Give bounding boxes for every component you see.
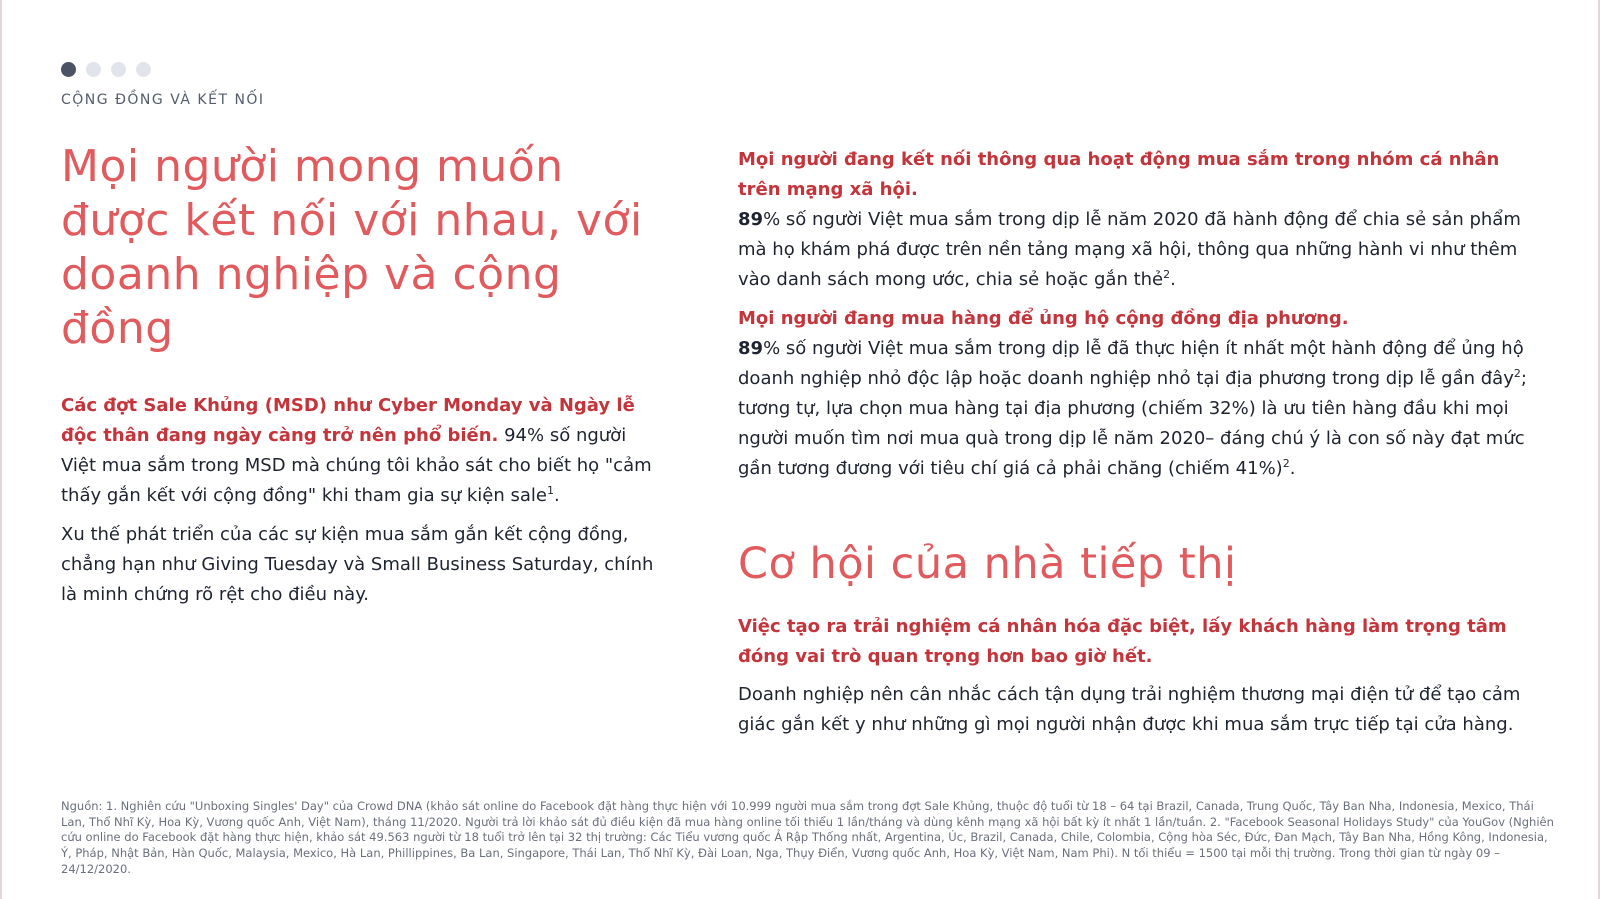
local-stat-text-1: % số người Việt mua sắm trong dịp lễ đã thực hiện ít nhất một hành động để ủng hộ doanh nghiệp nhỏ độc lập hoặc doanh nghiệp nhỏ tại địa phương trong dịp lễ gần đây (738, 338, 1524, 389)
pagination-dot-2[interactable] (86, 62, 101, 77)
pagination-dot-1[interactable] (61, 62, 76, 77)
social-stat-number: 89 (738, 209, 764, 230)
social-heading: Mọi người đang kết nối thông qua hoạt động mua sắm trong nhóm cá nhân trên mạng xã hội. (738, 149, 1500, 200)
social-stat-text: % số người Việt mua sắm trong dịp lễ năm 2020 đã hành động để chia sẻ sản phẩm mà họ khám phá được trên nền tảng mạng xã hội, thông qua những hành vi như thêm vào danh sách mong ước, chia sẻ hoặc gắn thẻ (738, 209, 1521, 290)
left-paragraph-2: Xu thế phát triển của các sự kiện mua sắm gắn kết cộng đồng, chẳng hạn như Giving Tuesday và Small Business Saturday, chính là minh chứng rõ rệt cho điều này. (61, 524, 654, 605)
page-title: Mọi người mong muốn được kết nối với nhau, với doanh nghiệp và cộng đồng (61, 141, 643, 354)
opportunity-heading: Việc tạo ra trải nghiệm cá nhân hóa đặc biệt, lấy khách hàng làm trọng tâm đóng vai trò quan trọng hơn bao giờ hết. (738, 616, 1507, 667)
left-paragraph-1 (61, 391, 661, 511)
page-edge-left (0, 0, 2, 899)
local-stat-number: 89 (738, 338, 764, 359)
sentence-end: . (553, 485, 560, 506)
footnote-ref-2: 2 (1282, 457, 1290, 470)
left-column (61, 391, 661, 619)
footnote-ref-1: 1 (546, 484, 554, 497)
local-body (738, 334, 1528, 484)
social-body (738, 205, 1528, 295)
msd-stat-text: 94% số người Việt mua sắm trong MSD mà chúng tôi khảo sát cho biết họ "cảm thấy gắn kết với cộng đồng" khi tham gia sự kiện sale (61, 425, 652, 506)
pagination-dot-4[interactable] (136, 62, 151, 77)
msd-highlight: Các đợt Sale Khủng (MSD) như Cyber Monday và Ngày lễ độc thân đang ngày càng trở nên phổ biến. (61, 395, 635, 446)
local-heading: Mọi người đang mua hàng để ủng hộ cộng đồng địa phương. (738, 308, 1349, 329)
pagination-dot-3[interactable] (111, 62, 126, 77)
pagination-dots (61, 62, 151, 77)
sentence-end: . (1289, 458, 1296, 479)
right-column (738, 145, 1528, 493)
local-stat-text-2: ; tương tự, lựa chọn mua hàng tại địa phương (chiếm 32%) là ưu tiên hàng đầu khi mọi người muốn tìm nơi mua quà trong dịp lễ năm 2020– đáng chú ý là con số này đạt mức gần tương đương với tiêu chí giá cả phải chăng (chiếm 41%) (738, 368, 1527, 479)
footnote-ref-2: 2 (1513, 367, 1521, 380)
marketer-opportunity-title: Cơ hội của nhà tiếp thị (738, 539, 1237, 589)
source-footnote: Nguồn: 1. Nghiên cứu "Unboxing Singles' Day" của Crowd DNA (khảo sát online do Facebook đặt hàng thực hiện với 10.999 người mua sắm trong đợt Sale Khủng, thuộc độ tuổi từ 18 – 64 tại Brazil, Canada, Trung Quốc, Tây Ban Nha, Indonesia, Mexico, Thái Lan, Thổ Nhĩ Kỳ, Hoa Kỳ, Vương quốc Anh, Việt Nam), tháng 11/2020. Người trả lời khảo sát đủ điều kiện đã mua hàng online tối thiểu 1 lần/tháng và dùng kênh mạng xã hội bất kỳ ít nhất 1 lần/tuần. 2. "Facebook Seasonal Holidays Study" của YouGov (Nghiên cứu online do Facebook đặt hàng thực hiện, khảo sát 49.563 người từ 18 tuổi trở lên tại 32 thị trường: Các Tiểu vương quốc Ả Rập Thống nhất, Argentina, Úc, Brazil, Canada, Chile, Colombia, Cộng hòa Séc, Đức, Đan Mạch, Tây Ban Nha, Hồng Kông, Indonesia, Ý, Pháp, Nhật Bản, Hàn Quốc, Malaysia, Mexico, Hà Lan, Phillippines, Ba Lan, Singapore, Thái Lan, Thổ Nhĩ Kỳ, Đài Loan, Nga, Thụy Điển, Vương quốc Anh, Hoa Kỳ, Việt Nam, Nam Phi). N tối thiểu = 1500 tại mỗi thị trường. Trong thời gian từ ngày 09 – 24/12/2020. (61, 799, 1554, 876)
opportunity-body: Doanh nghiệp nên cân nhắc cách tận dụng trải nghiệm thương mại điện tử để tạo cảm giác gắn kết y như những gì mọi người nhận được khi mua sắm trực tiếp tại cửa hàng. (738, 684, 1521, 735)
sentence-end: . (1170, 269, 1176, 290)
section-label: CỘNG ĐỒNG VÀ KẾT NỐI (61, 92, 265, 108)
footnote-ref-2: 2 (1163, 268, 1171, 281)
